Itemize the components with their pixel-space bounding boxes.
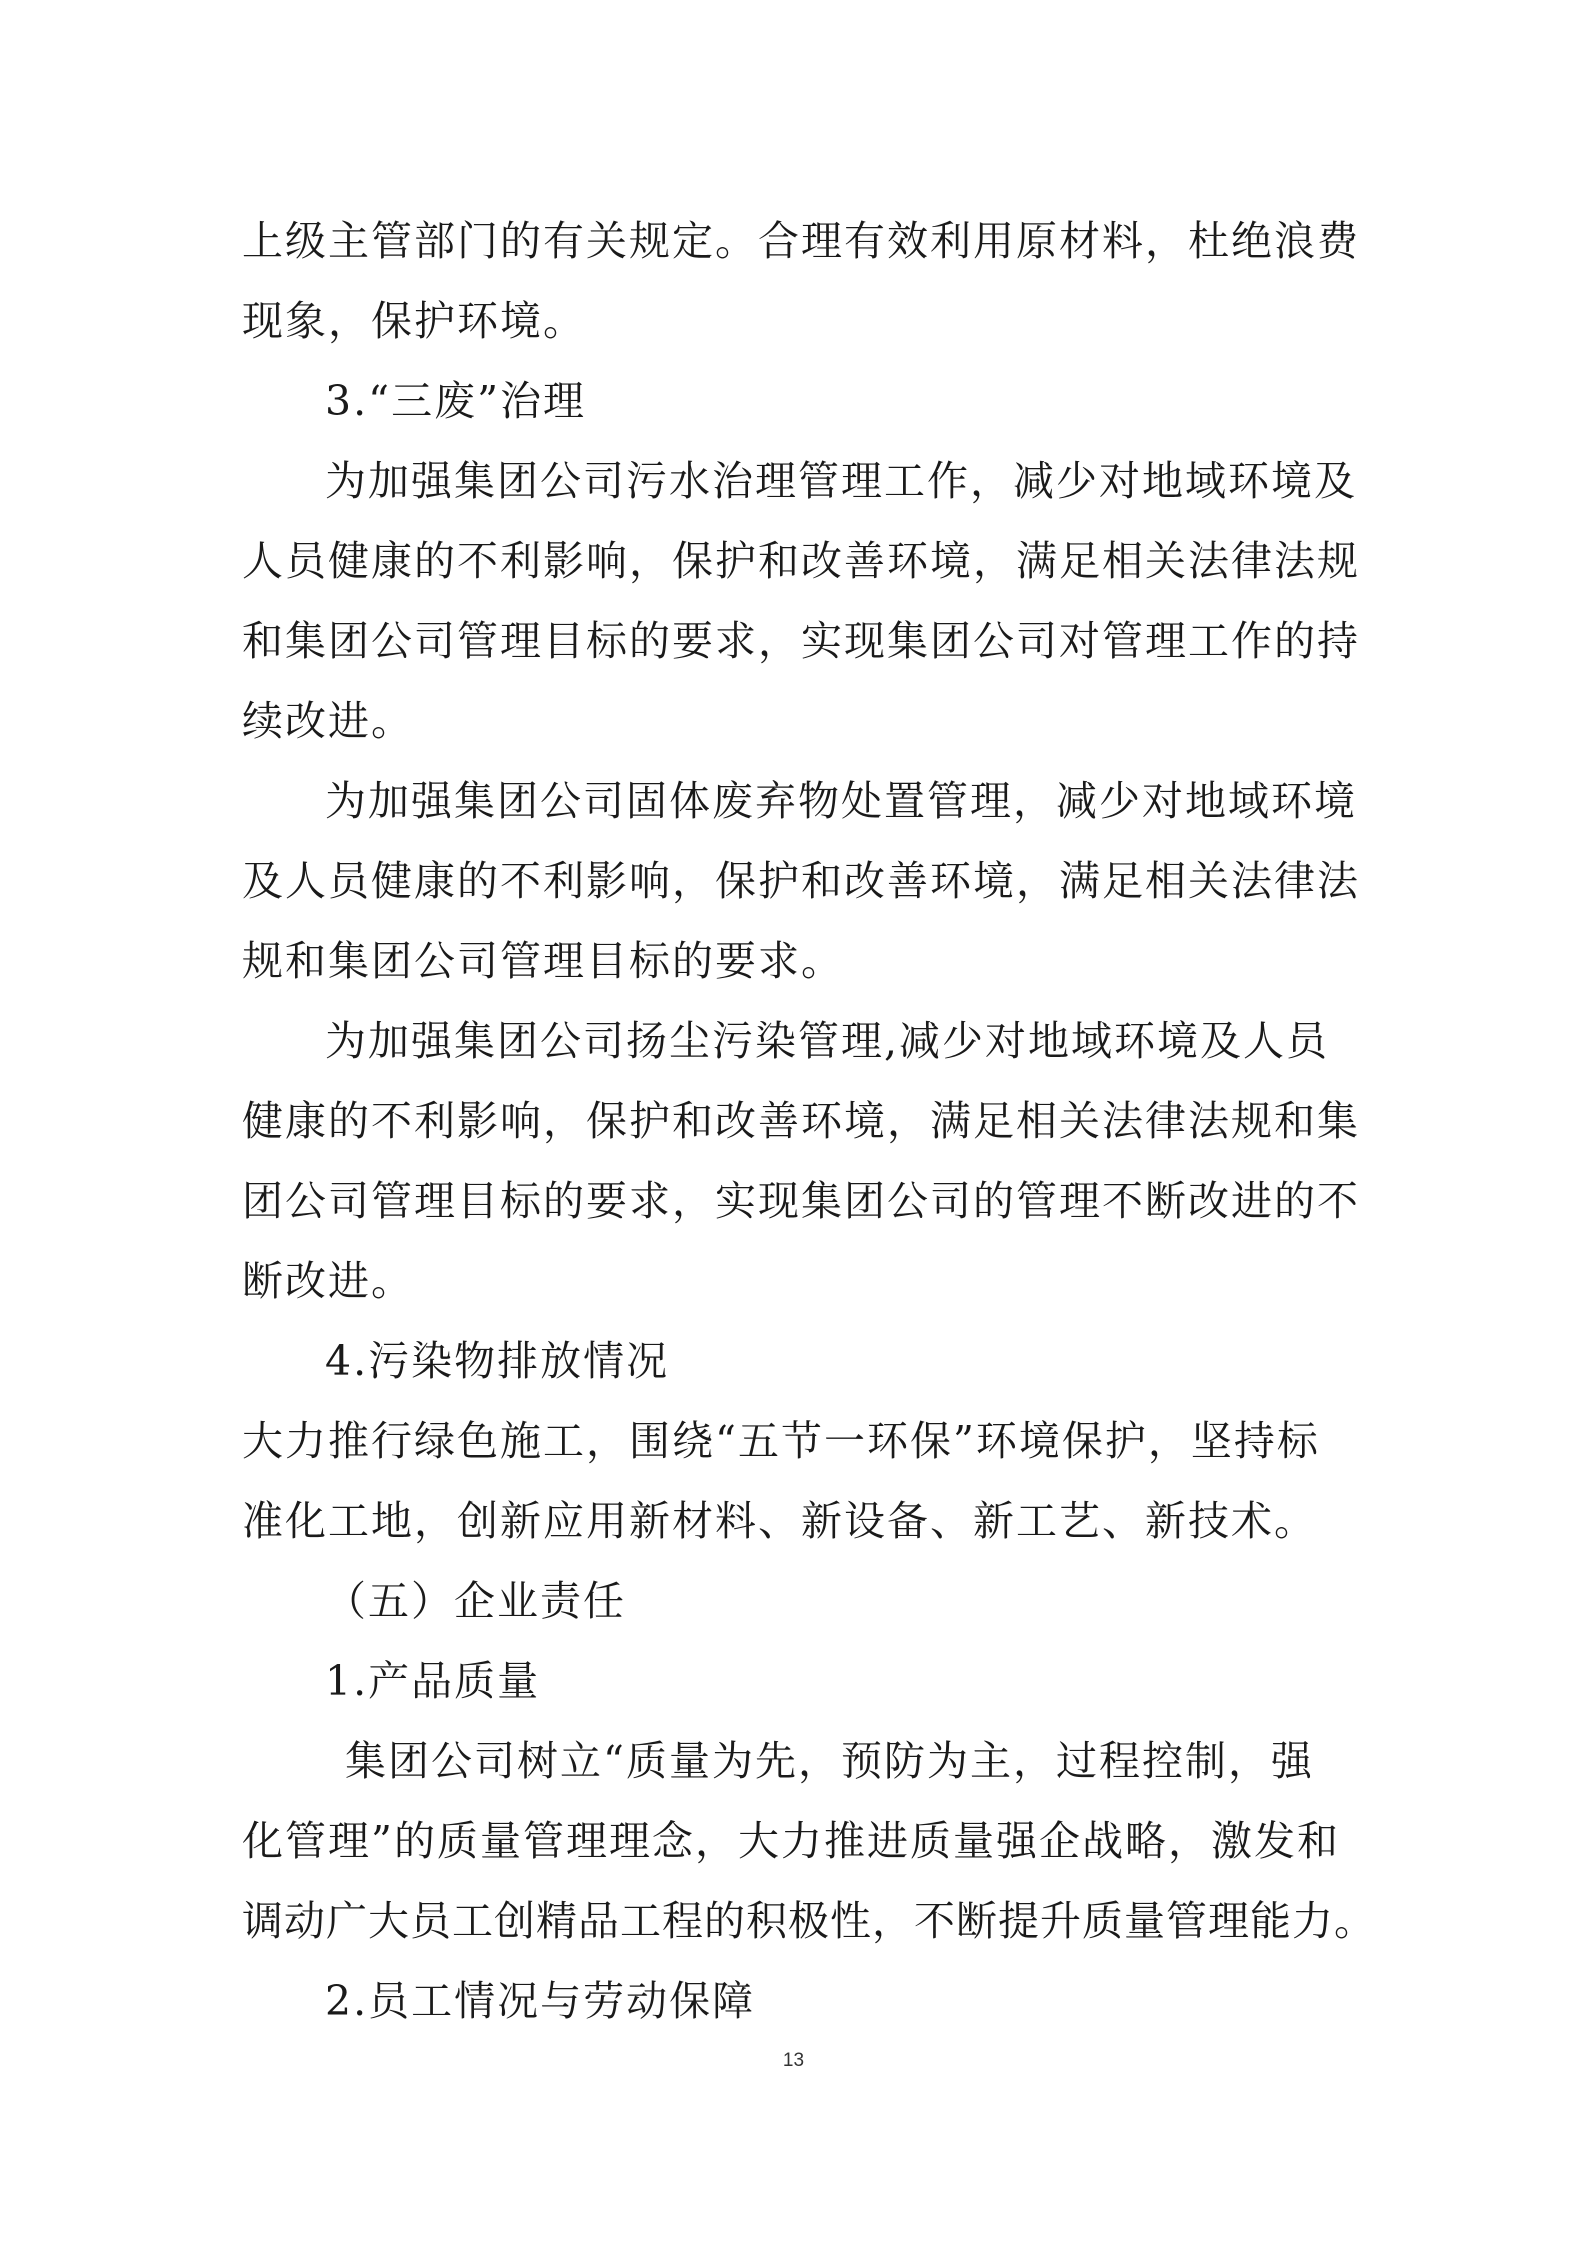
text-line-5: 人员健康的不利影响，保护和改善环境，满足相关法律法规 (242, 537, 1360, 585)
text-line-17: 准化工地，创新应用新材料、新设备、新工艺、新技术。 (242, 1497, 1317, 1545)
text-line-16: 大力推行绿色施工，围绕“五节一环保”环境保护，坚持标 (242, 1417, 1320, 1465)
text-line-4: 为加强集团公司污水治理管理工作，减少对地域环境及 (325, 457, 1357, 505)
text-line-6: 和集团公司管理目标的要求，实现集团公司对管理工作的持 (242, 617, 1360, 665)
text-line-21: 化管理”的质量管理理念，大力推进质量强企战略，激发和 (242, 1817, 1340, 1865)
text-line-10: 规和集团公司管理目标的要求。 (242, 937, 844, 985)
section-heading-2: 2.员工情况与劳动保障 (325, 1977, 756, 2025)
section-heading-five: （五）企业责任 (325, 1577, 626, 1625)
text-line-20: 集团公司树立“质量为先，预防为主，过程控制，强 (345, 1737, 1314, 1785)
section-heading-4: 4.污染物排放情况 (325, 1337, 670, 1385)
section-heading-1: 1.产品质量 (325, 1657, 541, 1705)
page-number: 13 (782, 2050, 805, 2071)
text-line-22: 调动广大员工创精品工程的积极性，不断提升质量管理能力。 (242, 1897, 1376, 1945)
text-line-14: 断改进。 (242, 1257, 414, 1305)
text-line-9: 及人员健康的不利影响，保护和改善环境，满足相关法律法 (242, 857, 1360, 905)
section-heading-3: 3.“三废”治理 (325, 377, 587, 425)
text-line-12: 健康的不利影响，保护和改善环境，满足相关法律法规和集 (242, 1097, 1360, 1145)
text-line-2: 现象，保护环境。 (242, 297, 586, 345)
text-line-1: 上级主管部门的有关规定。合理有效利用原材料，杜绝浪费 (242, 217, 1360, 265)
text-line-11: 为加强集团公司扬尘污染管理,减少对地域环境及人员 (325, 1017, 1330, 1065)
text-line-13: 团公司管理目标的要求，实现集团公司的管理不断改进的不 (242, 1177, 1360, 1225)
text-line-8: 为加强集团公司固体废弃物处置管理，减少对地域环境 (325, 777, 1357, 825)
text-line-7: 续改进。 (242, 697, 414, 745)
